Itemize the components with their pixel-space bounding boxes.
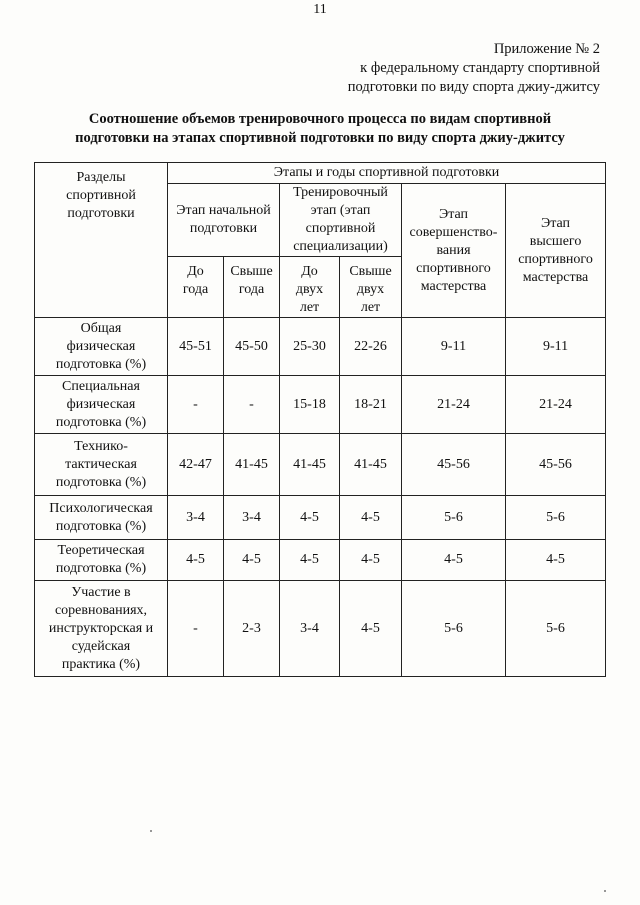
row-label: Психологическая подготовка (%) — [35, 496, 168, 540]
table-row — [35, 496, 606, 540]
table-cell: - — [168, 581, 224, 677]
appendix-header — [348, 40, 600, 97]
table-cell: 3-4 — [224, 496, 280, 540]
header-stage-improvement: Этап совершенство- вания спортивного мастерства — [402, 184, 506, 318]
header-stages-years: Этапы и годы спортивной подготовки — [168, 163, 606, 184]
page-number: 11 — [313, 2, 327, 17]
table-cell: 3-4 — [280, 581, 340, 677]
row-label: Специальная физическая подготовка (%) — [35, 376, 168, 434]
table-row — [35, 540, 606, 581]
header-training-over-two-years: Свыше двух лет — [340, 257, 402, 318]
table-cell: 25-30 — [280, 318, 340, 376]
appendix-line: к федеральному стандарту спортивной — [360, 60, 600, 76]
row-label: Общая физическая подготовка (%) — [35, 318, 168, 376]
title-line: подготовки на этапах спортивной подготовки по виду спорта джиу-джитсу — [75, 130, 565, 146]
header-initial-up-to-year: До года — [168, 257, 224, 318]
table-cell: 42-47 — [168, 434, 224, 496]
row-label: Технико- тактическая подготовка (%) — [35, 434, 168, 496]
header-stage-highest: Этап высшего спортивного мастерства — [506, 184, 606, 318]
table-cell: 22-26 — [340, 318, 402, 376]
table-cell: 5-6 — [402, 581, 506, 677]
table-cell: 18-21 — [340, 376, 402, 434]
table-cell: 45-56 — [402, 434, 506, 496]
document-title — [20, 110, 620, 148]
header-training-up-to-two-years: До двух лет — [280, 257, 340, 318]
table-cell: 21-24 — [402, 376, 506, 434]
table-cell: 5-6 — [402, 496, 506, 540]
table-row — [35, 376, 606, 434]
table-cell: 4-5 — [224, 540, 280, 581]
table-cell: 4-5 — [506, 540, 606, 581]
training-ratio-table — [34, 162, 606, 677]
table-cell: 4-5 — [402, 540, 506, 581]
header-stage-initial: Этап начальной подготовки — [168, 184, 280, 257]
header-initial-over-year: Свыше года — [224, 257, 280, 318]
scan-speck — [604, 890, 606, 892]
table-cell: 21-24 — [506, 376, 606, 434]
table-cell: 5-6 — [506, 581, 606, 677]
table-cell: 45-50 — [224, 318, 280, 376]
table-cell: 41-45 — [340, 434, 402, 496]
appendix-line: подготовки по виду спорта джиу-джитсу — [347, 79, 600, 95]
table-cell: 4-5 — [168, 540, 224, 581]
table-cell: 41-45 — [224, 434, 280, 496]
table-cell: 4-5 — [340, 581, 402, 677]
table-cell: 2-3 — [224, 581, 280, 677]
table-cell: - — [224, 376, 280, 434]
table-row — [35, 581, 606, 677]
table-cell: 4-5 — [340, 496, 402, 540]
table-cell: 41-45 — [280, 434, 340, 496]
table-cell: 9-11 — [402, 318, 506, 376]
row-label: Теоретическая подготовка (%) — [35, 540, 168, 581]
table-cell: 3-4 — [168, 496, 224, 540]
table-cell: 15-18 — [280, 376, 340, 434]
table-cell: 4-5 — [280, 540, 340, 581]
table-cell: 4-5 — [280, 496, 340, 540]
title-line: Соотношение объемов тренировочного процесса по видам спортивной — [88, 111, 552, 127]
header-sections: Разделы спортивной подготовки — [35, 163, 168, 318]
table-cell: 45-56 — [506, 434, 606, 496]
table-row — [35, 318, 606, 376]
table-cell: - — [168, 376, 224, 434]
row-label: Участие в соревнованиях, инструкторская и судейская практика (%) — [35, 581, 168, 677]
scan-speck — [150, 830, 152, 832]
header-stage-training: Тренировочный этап (этап спортивной специализации) — [280, 184, 402, 257]
table-cell: 45-51 — [168, 318, 224, 376]
table-cell: 5-6 — [506, 496, 606, 540]
appendix-line: Приложение № 2 — [493, 41, 600, 57]
table-row — [35, 434, 606, 496]
table-cell: 9-11 — [506, 318, 606, 376]
table-cell: 4-5 — [340, 540, 402, 581]
